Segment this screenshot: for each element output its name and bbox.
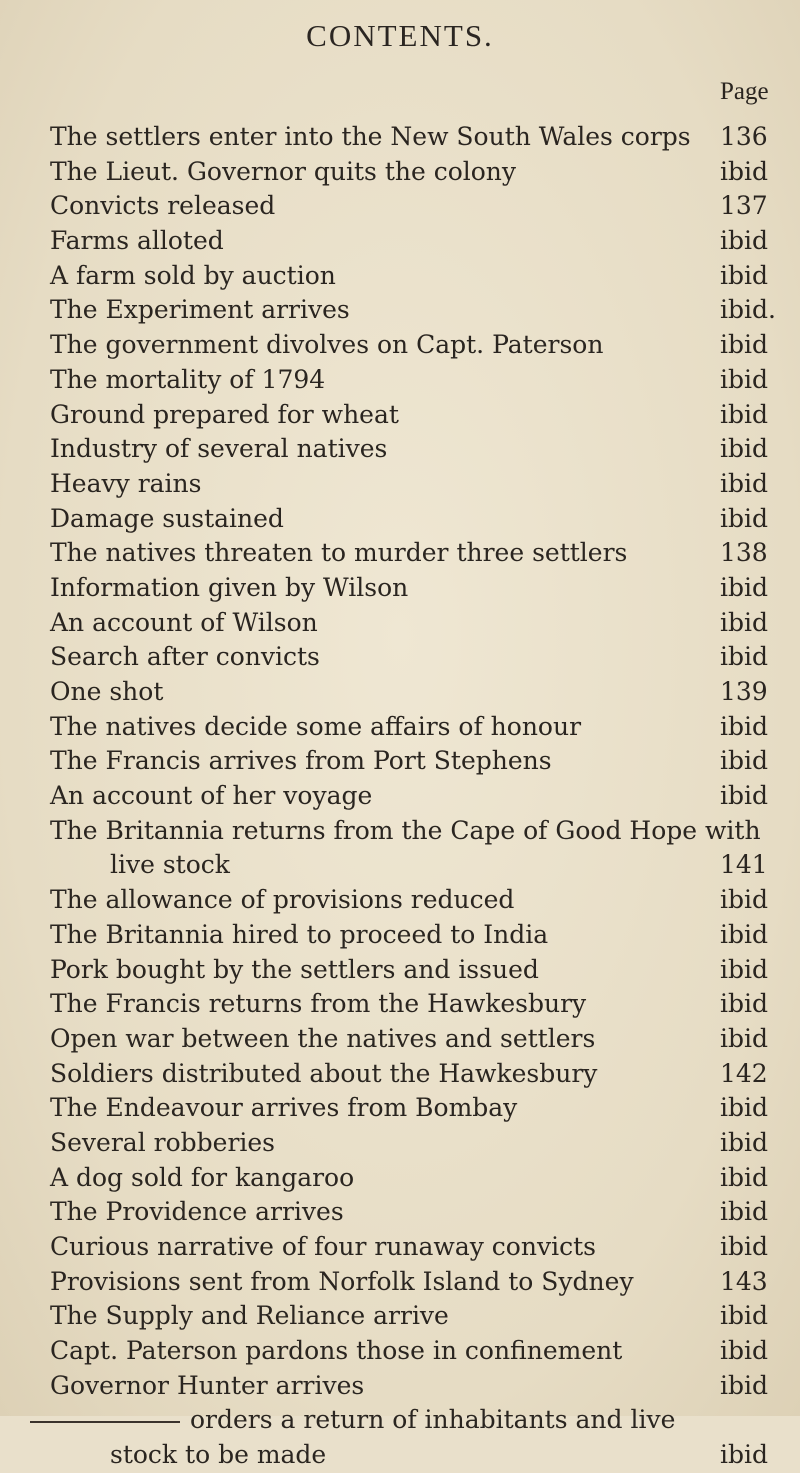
entry-page-number: ibid xyxy=(720,711,768,741)
entry-text: The Francis arrives from Port Stephens xyxy=(50,746,552,776)
contents-entry xyxy=(0,467,800,502)
entry-text: A farm sold by auction xyxy=(50,260,336,290)
entry-text: The settlers enter into the New South Wales corps xyxy=(50,122,691,151)
entry-page-number: ibid xyxy=(720,260,768,290)
entry-title xyxy=(50,1126,275,1161)
entry-page-number: ibid xyxy=(720,364,768,394)
contents-entry xyxy=(0,502,800,537)
contents-entry xyxy=(0,1091,800,1126)
entry-page-number: ibid xyxy=(720,1127,768,1157)
entry-text: Several robberies xyxy=(50,1127,276,1157)
contents-entry xyxy=(0,640,800,675)
entry-text: The Britannia returns from the Cape of Good Hope with xyxy=(50,815,761,845)
contents-entry xyxy=(0,155,800,190)
entry-text: Pork bought by the settlers and issued xyxy=(50,954,539,984)
entry-text: live stock xyxy=(110,850,230,880)
entry-text: Industry of several natives xyxy=(50,434,388,464)
contents-entry xyxy=(0,675,800,710)
entry-text: The allowance of provisions reduced xyxy=(50,885,515,915)
entry-page-number: ibid xyxy=(720,330,768,360)
entry-title xyxy=(50,1161,354,1196)
entry-text: The Britannia hired to proceed to India xyxy=(50,919,549,949)
entry-text: orders a return of inhabitants and live xyxy=(190,1405,676,1435)
contents-entry xyxy=(0,883,800,918)
entry-text: The Endeavour arrives from Bombay xyxy=(50,1093,518,1123)
entry-title xyxy=(50,259,336,294)
entry-title xyxy=(50,1334,622,1369)
entry-page-number: ibid xyxy=(720,399,768,429)
entry-title xyxy=(50,224,224,259)
contents-entry xyxy=(0,744,800,779)
entry-page-number: 136 xyxy=(720,122,768,151)
entry-title xyxy=(50,918,548,953)
entry-page-number: 143 xyxy=(720,1266,768,1296)
contents-entry xyxy=(0,328,800,363)
contents-entry xyxy=(0,224,800,259)
entry-page-number: ibid. xyxy=(720,295,776,325)
entry-title xyxy=(50,1195,344,1230)
contents-entry xyxy=(0,1022,800,1057)
entry-text: Open war between the natives and settlers xyxy=(50,1023,596,1053)
contents-entry xyxy=(0,1438,800,1473)
contents-entry xyxy=(0,1161,800,1196)
contents-list xyxy=(0,120,800,1473)
entry-page-number: 137 xyxy=(720,191,768,221)
contents-entry xyxy=(0,779,800,814)
entry-title xyxy=(50,1230,596,1265)
entry-text: The Supply and Reliance arrive xyxy=(50,1301,449,1331)
entry-text: The natives decide some affairs of honour xyxy=(50,711,582,741)
entry-title xyxy=(50,571,408,606)
entry-text: Damage sustained xyxy=(50,503,284,533)
entry-text: stock to be made xyxy=(110,1440,327,1470)
entry-title xyxy=(50,640,320,675)
entry-text: Farms alloted xyxy=(50,226,224,256)
entry-page-number: ibid xyxy=(720,1370,768,1400)
ditto-rule xyxy=(30,1421,180,1423)
contents-entry xyxy=(0,814,800,849)
entry-page-number: ibid xyxy=(720,226,768,256)
entry-title xyxy=(50,744,552,779)
entry-text: The government divolves on Capt. Paterson xyxy=(50,330,604,360)
entry-page-number: ibid xyxy=(720,607,768,637)
entry-title xyxy=(50,606,318,641)
contents-entry xyxy=(0,536,800,571)
contents-entry xyxy=(0,1403,800,1438)
entry-title xyxy=(50,363,325,398)
entry-page-number: ibid xyxy=(720,642,768,672)
entry-page-number: ibid xyxy=(720,156,768,186)
entry-page-number: ibid xyxy=(720,503,768,533)
entry-title xyxy=(50,432,387,467)
entry-title xyxy=(50,398,399,433)
contents-entry xyxy=(0,1195,800,1230)
entry-title xyxy=(40,1403,675,1438)
entry-page-number: 138 xyxy=(720,538,768,568)
entry-title xyxy=(50,1057,597,1092)
entry-text: A dog sold for kangaroo xyxy=(50,1162,355,1192)
entry-page-number: ibid xyxy=(720,746,768,776)
entry-page-number: ibid xyxy=(720,1336,768,1366)
contents-entry xyxy=(0,953,800,988)
entry-page-number: ibid xyxy=(720,954,768,984)
page-column-header: Page xyxy=(720,78,769,105)
contents-entry xyxy=(0,918,800,953)
page-title: CONTENTS. xyxy=(306,18,494,53)
entry-text: The mortality of 1794 xyxy=(50,364,326,394)
entry-title xyxy=(50,502,284,537)
entry-title xyxy=(50,883,514,918)
entry-page-number: ibid xyxy=(720,1301,768,1331)
entry-page-number: ibid xyxy=(720,781,768,811)
entry-title xyxy=(50,293,350,328)
entry-title xyxy=(50,328,603,363)
contents-entry xyxy=(0,1230,800,1265)
entry-text: Heavy rains xyxy=(50,468,202,498)
entry-page-number: ibid xyxy=(720,919,768,949)
entry-title xyxy=(50,953,539,988)
entry-page-number: ibid xyxy=(720,468,768,498)
entry-page-number: 139 xyxy=(720,677,768,706)
contents-entry xyxy=(0,1126,800,1161)
entry-page-number: ibid xyxy=(720,1440,768,1470)
entry-title xyxy=(50,189,275,224)
contents-entry xyxy=(0,710,800,745)
entry-text: An account of Wilson xyxy=(50,607,318,637)
contents-entry xyxy=(0,1265,800,1300)
entry-page-number: ibid xyxy=(720,1093,768,1123)
entry-text: The Experiment arrives xyxy=(50,295,350,325)
entry-title xyxy=(50,675,163,710)
entry-title xyxy=(50,1091,517,1126)
entry-title xyxy=(50,710,581,745)
contents-entry xyxy=(0,432,800,467)
entry-title xyxy=(50,120,691,155)
entry-text: The Lieut. Governor quits the colony xyxy=(50,156,517,186)
contents-entry xyxy=(0,363,800,398)
entry-text: One shot xyxy=(50,677,164,706)
contents-entry xyxy=(0,293,800,328)
contents-entry xyxy=(0,259,800,294)
entry-page-number: ibid xyxy=(720,434,768,464)
entry-page-number: ibid xyxy=(720,572,768,602)
contents-entry xyxy=(0,1299,800,1334)
entry-title xyxy=(50,987,586,1022)
entry-text: The Providence arrives xyxy=(50,1197,344,1227)
entry-text: Information given by Wilson xyxy=(50,572,409,602)
entry-text: Governor Hunter arrives xyxy=(50,1370,365,1400)
entry-title xyxy=(50,155,516,190)
entry-page-number: ibid xyxy=(720,1232,768,1261)
entry-title xyxy=(50,1369,364,1404)
entry-text: Curious narrative of four runaway convicts xyxy=(50,1232,596,1261)
contents-entry xyxy=(0,398,800,433)
entry-page-number: ibid xyxy=(720,1162,768,1192)
entry-text: The Francis returns from the Hawkesbury xyxy=(50,989,587,1019)
entry-text: Provisions sent from Norfolk Island to Sydney xyxy=(50,1266,634,1296)
entry-title xyxy=(50,779,372,814)
contents-entry xyxy=(0,1057,800,1092)
contents-entry xyxy=(0,571,800,606)
contents-entry xyxy=(0,189,800,224)
entry-page-number: 141 xyxy=(720,850,768,880)
contents-entry xyxy=(0,1369,800,1404)
entry-title xyxy=(110,1438,326,1473)
entry-page-number: 142 xyxy=(720,1058,768,1088)
entry-page-number: ibid xyxy=(720,1023,768,1053)
entry-title xyxy=(50,1265,634,1300)
entry-title xyxy=(50,536,627,571)
contents-entry xyxy=(0,606,800,641)
entry-page-number: ibid xyxy=(720,885,768,915)
entry-text: Ground prepared for wheat xyxy=(50,399,399,429)
contents-entry xyxy=(0,1334,800,1369)
entry-text: Soldiers distributed about the Hawkesbury xyxy=(50,1058,598,1088)
entry-title xyxy=(50,1299,449,1334)
contents-entry xyxy=(0,848,800,883)
entry-text: Search after convicts xyxy=(50,642,320,672)
entry-text: The natives threaten to murder three settlers xyxy=(50,538,628,568)
entry-page-number: ibid xyxy=(720,1197,768,1227)
entry-text: Capt. Paterson pardons those in confinement xyxy=(50,1336,623,1366)
entry-title xyxy=(50,1022,595,1057)
entry-title xyxy=(110,848,230,883)
entry-text: An account of her voyage xyxy=(50,781,373,811)
entry-title xyxy=(50,467,201,502)
entry-title xyxy=(50,814,761,849)
entry-text: Convicts released xyxy=(50,191,276,221)
entry-page-number: ibid xyxy=(720,989,768,1019)
contents-entry xyxy=(0,120,800,155)
contents-entry xyxy=(0,987,800,1022)
